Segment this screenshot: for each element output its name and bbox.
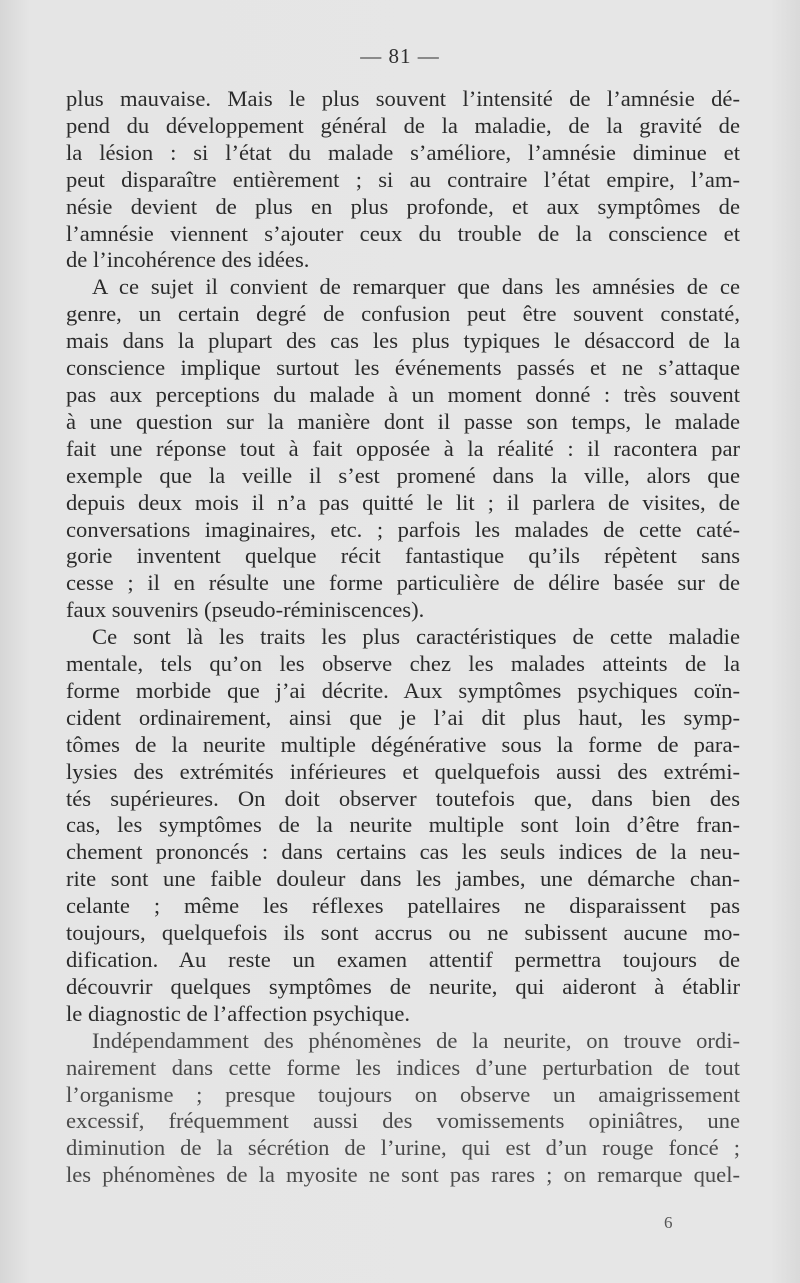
text-line: découvrir quelques symptômes de neurite, qui aideront à établir — [66, 973, 740, 999]
text-line: genre, un certain degré de confusion peut être souvent constaté, — [66, 301, 740, 327]
text-line: plus mauvaise. Mais le plus souvent l’intensité de l’amnésie dé- — [66, 86, 740, 111]
text-line: fait une réponse tout à fait opposée à la réalité : il racontera par — [66, 435, 740, 461]
text-line: à une question sur la manière dont il passe son temps, le malade — [66, 408, 740, 434]
text-line: pend du développement général de la maladie, de la gravité de — [66, 112, 740, 138]
text-line: l’amnésie viennent s’ajouter ceux du trouble de la conscience et — [66, 220, 740, 246]
page-number: — 81 — — [360, 44, 440, 68]
text-line: forme morbide que j’ai décrite. Aux symptômes psychiques coïn- — [66, 677, 740, 703]
text-line: exemple que la veille il s’est promené dans la ville, alors que — [66, 462, 740, 488]
text-line: lysies des extrémités inférieures et quelquefois aussi des extrémi- — [66, 758, 740, 784]
text-line: rite sont une faible douleur dans les jambes, une démarche chan- — [66, 866, 740, 892]
text-line: nairement dans cette forme les indices d’une perturbation de tout — [66, 1054, 740, 1080]
text-line: mentale, tels qu’on les observe chez les malades atteints de la — [66, 651, 740, 677]
paragraph-4 — [66, 1028, 740, 1189]
text-line: tômes de la neurite multiple dégénérative sous la forme de para- — [66, 731, 740, 757]
text-line: gorie inventent quelque récit fantastique qu’ils répètent sans — [66, 543, 740, 569]
text-line: conscience implique surtout les événements passés et ne s’attaque — [66, 355, 740, 381]
text-line: l’organisme ; presque toujours on observe un amaigrissement — [66, 1081, 740, 1107]
text-line: les phénomènes de la myosite ne sont pas rares ; on remarque quel- — [66, 1162, 740, 1188]
text-line: mais dans la plupart des cas les plus typiques le désaccord de la — [66, 328, 740, 354]
text-line: depuis deux mois il n’a pas quitté le lit ; il parlera de visites, de — [66, 489, 740, 515]
text-line: cas, les symptômes de la neurite multiple sont loin d’être fran- — [66, 812, 740, 838]
text-line: dification. Au reste un examen attentif permettra toujours de — [66, 947, 740, 972]
text-line: celante ; même les réflexes patellaires ne disparaissent pas — [66, 893, 740, 919]
text-line: chement prononcés : dans certains cas les seuls indices de la neu- — [66, 839, 740, 865]
text-line: cesse ; il en résulte une forme particulière de délire basée sur de — [66, 570, 740, 596]
paragraph-1 — [66, 86, 740, 274]
text-line: toujours, quelquefois ils sont accrus ou ne subissent aucune mo- — [66, 920, 740, 946]
text-line: le diagnostic de l’affection psychique. — [66, 1000, 411, 1026]
text-line: nésie devient de plus en plus profonde, et aux symptômes de — [66, 193, 740, 219]
text-line: A ce sujet il convient de remarquer que dans les amnésies de ce — [92, 274, 740, 300]
text-line: tés supérieures. On doit observer toutefois que, dans bien des — [66, 785, 740, 811]
text-line: Ce sont là les traits les plus caractéristiques de cette maladie — [92, 624, 740, 650]
text-line: faux souvenirs (pseudo-réminiscences). — [66, 597, 425, 623]
paragraph-2 — [66, 274, 740, 624]
text-line: cident ordinairement, ainsi que je l’ai dit plus haut, les symp- — [66, 704, 740, 730]
text-line: peut disparaître entièrement ; si au contraire l’état empire, l’am- — [66, 166, 740, 192]
text-line: Indépendamment des phénomènes de la neurite, on trouve ordi- — [92, 1027, 740, 1053]
text-line: pas aux perceptions du malade à un moment donné : très souvent — [66, 381, 740, 407]
text-line: la lésion : si l’état du malade s’améliore, l’amnésie diminue et — [66, 139, 740, 165]
paragraph-3 — [66, 624, 740, 1028]
body-text — [66, 86, 740, 1189]
text-line: de l’incohérence des idées. — [66, 247, 310, 273]
text-line: conversations imaginaires, etc. ; parfois les malades de cette caté- — [66, 516, 740, 542]
text-line: diminution de la sécrétion de l’urine, qui est d’un rouge foncé ; — [66, 1135, 740, 1161]
text-line: excessif, fréquemment aussi des vomissements opiniâtres, une — [66, 1108, 740, 1134]
signature-mark: 6 — [664, 1213, 673, 1232]
